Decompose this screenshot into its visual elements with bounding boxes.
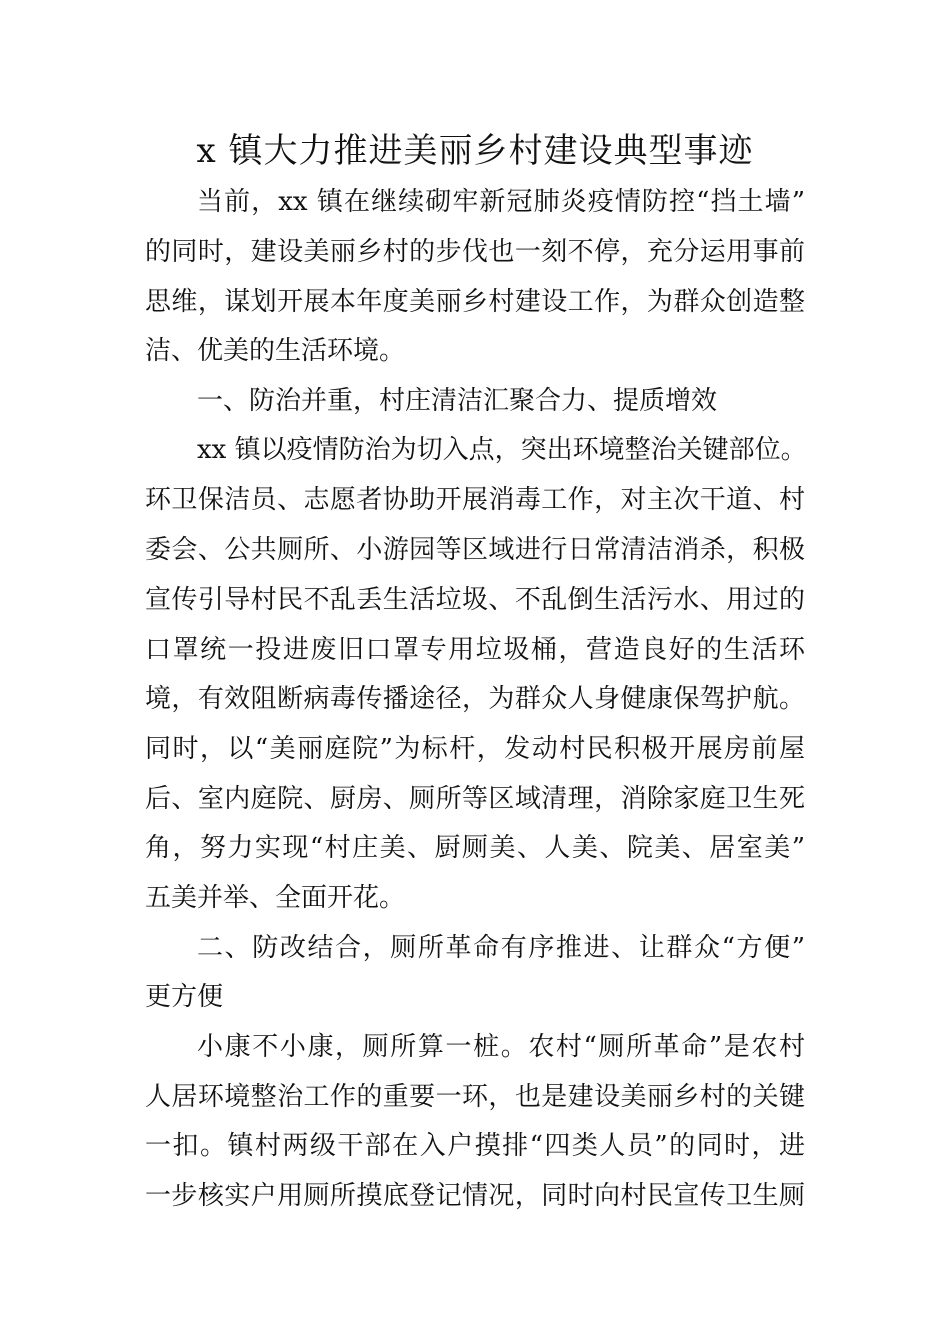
- paragraph-line: 一步核实户用厕所摸底登记情况，同时向村民宣传卫生厕: [145, 1181, 805, 1211]
- paragraph-line: 境，有效阻断病毒传播途径，为群众人身健康保驾护航。: [145, 684, 805, 714]
- section-heading: 更方便: [145, 982, 224, 1012]
- paragraph-line: 宣传引导村民不乱丢生活垃圾、不乱倒生活污水、用过的: [145, 585, 805, 615]
- paragraph-line: 环卫保洁员、志愿者协助开展消毒工作，对主次干道、村: [145, 485, 805, 515]
- paragraph-line: 小康不小康，厕所算一桩。农村“厕所革命”是农村: [197, 1032, 805, 1062]
- paragraph-line: 洁、优美的生活环境。: [145, 336, 406, 366]
- paragraph-line: 五美并举、全面开花。: [145, 883, 406, 913]
- paragraph-line: 后、室内庭院、厨房、厕所等区域清理，消除家庭卫生死: [145, 784, 805, 814]
- paragraph-line: 同时，以“美丽庭院”为标杆，发动村民积极开展房前屋: [145, 734, 805, 764]
- paragraph-line: 委会、公共厕所、小游园等区域进行日常清洁消杀，积极: [145, 535, 805, 565]
- paragraph-line: 角，努力实现“村庄美、厨厕美、人美、院美、居室美”: [145, 833, 805, 863]
- paragraph-line: xx 镇以疫情防治为切入点，突出环境整治关键部位。: [197, 435, 807, 465]
- paragraph-line: 当前，xx 镇在继续砌牢新冠肺炎疫情防控“挡土墙”: [197, 187, 805, 217]
- document-title: x 镇大力推进美丽乡村建设典型事迹: [196, 131, 754, 171]
- paragraph-line: 的同时，建设美丽乡村的步伐也一刻不停，充分运用事前: [145, 237, 805, 267]
- paragraph-line: 一扣。镇村两级干部在入户摸排“四类人员”的同时，进: [145, 1131, 805, 1161]
- section-heading: 一、防治并重，村庄清洁汇聚合力、提质增效: [197, 386, 718, 416]
- paragraph-line: 人居环境整治工作的重要一环，也是建设美丽乡村的关键: [145, 1082, 805, 1112]
- paragraph-line: 思维，谋划开展本年度美丽乡村建设工作，为群众创造整: [145, 287, 805, 317]
- paragraph-line: 口罩统一投进废旧口罩专用垃圾桶，营造良好的生活环: [145, 635, 805, 665]
- section-heading: 二、防改结合，厕所革命有序推进、让群众“方便”: [197, 933, 805, 963]
